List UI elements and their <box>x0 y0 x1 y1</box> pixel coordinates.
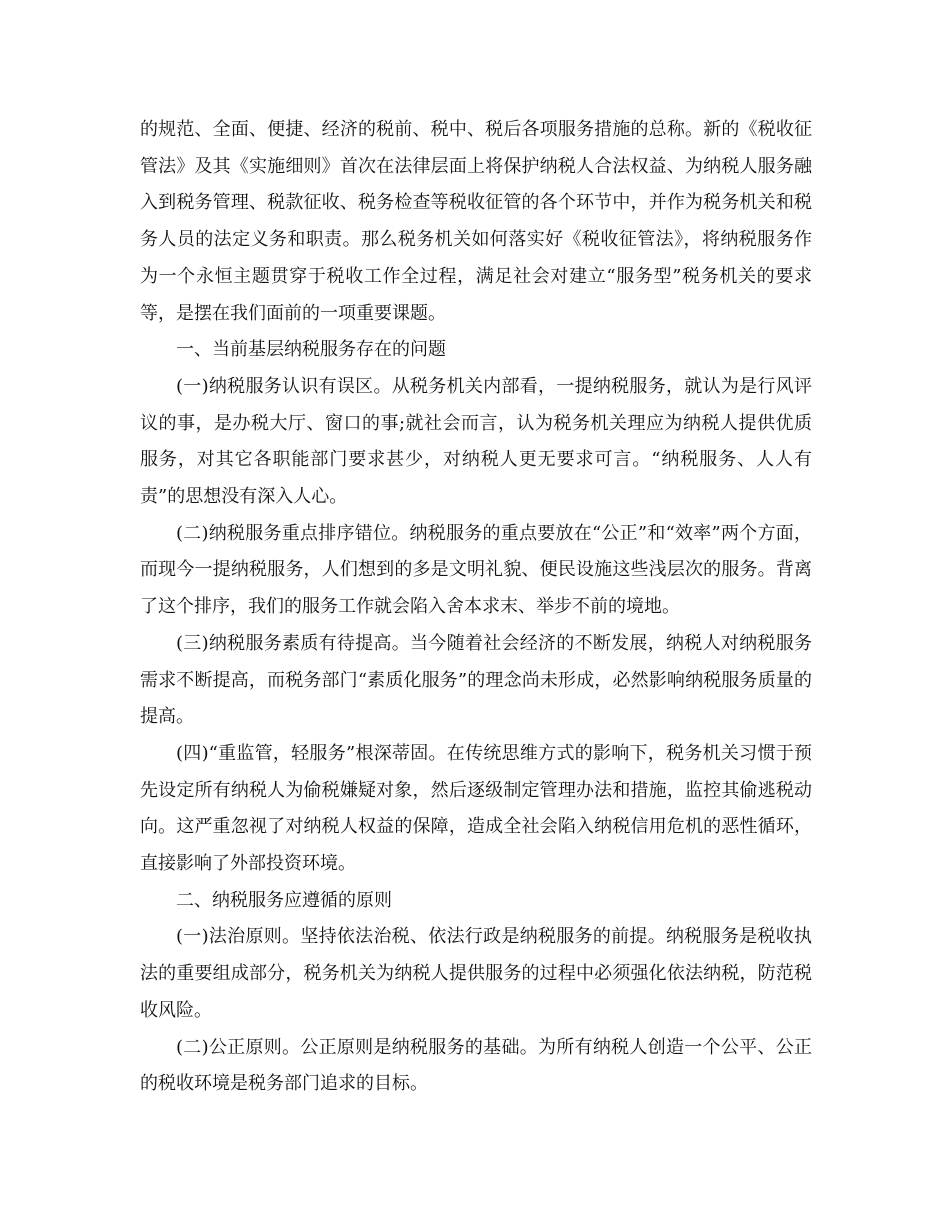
body-paragraph: (二)公正原则。公正原则是纳税服务的基础。为所有纳税人创造一个公平、公正的税收环境是税务部门追求的目标。 <box>140 1036 812 1095</box>
body-paragraph: (三)纳税服务素质有待提高。当今随着社会经济的不断发展，纳税人对纳税服务需求不断提高，而税务部门“素质化服务”的理念尚未形成，必然影响纳税服务质量的提高。 <box>140 632 812 728</box>
body-paragraph: (四)“重监管，轻服务”根深蒂固。在传统思维方式的影响下，税务机关习惯于预先设定所有纳税人为偷税嫌疑对象，然后逐级制定管理办法和措施，监控其偷逃税动向。这严重忽视了对纳税人权益的保障，造成全社会陷入纳税信用危机的恶性循环，直接影响了外部投资环境。 <box>140 742 812 875</box>
section-heading: 一、当前基层纳税服务存在的问题 <box>176 339 446 361</box>
document-body <box>140 112 812 1103</box>
body-paragraph: (一)法治原则。坚持依法治税、依法行政是纳税服务的前提。纳税服务是税收执法的重要组成部分，税务机关为纳税人提供服务的过程中必须强化依法纳税，防范税收风险。 <box>140 926 812 1021</box>
body-paragraph: (二)纳税服务重点排序错位。纳税服务的重点要放在“公正”和“效率”两个方面，而现今一提纳税服务，人们想到的多是文明礼貌、便民设施这些浅层次的服务。背离了这个排序，我们的服务工作就会陷入舍本求末、举步不前的境地。 <box>140 522 812 618</box>
body-paragraph: 的规范、全面、便捷、经济的税前、税中、税后各项服务措施的总称。新的《税收征管法》及其《实施细则》首次在法律层面上将保护纳税人合法权益、为纳税人服务融入到税务管理、税款征收、税务检查等税收征管的各个环节中，并作为税务机关和税务人员的法定义务和职责。那么税务机关如何落实好《税收征管法》，将纳税服务作为一个永恒主题贯穿于税收工作全过程，满足社会对建立“服务型”税务机关的要求等，是摆在我们面前的一项重要课题。 <box>140 119 812 324</box>
section-heading: 二、纳税服务应遵循的原则 <box>176 889 392 911</box>
body-paragraph: (一)纳税服务认识有误区。从税务机关内部看，一提纳税服务，就认为是行风评议的事，是办税大厅、窗口的事;就社会而言，认为税务机关理应为纳税人提供优质服务，对其它各职能部门要求甚少，对纳税人更无要求可言。“纳税服务、人人有责”的思想没有深入人心。 <box>140 375 812 508</box>
